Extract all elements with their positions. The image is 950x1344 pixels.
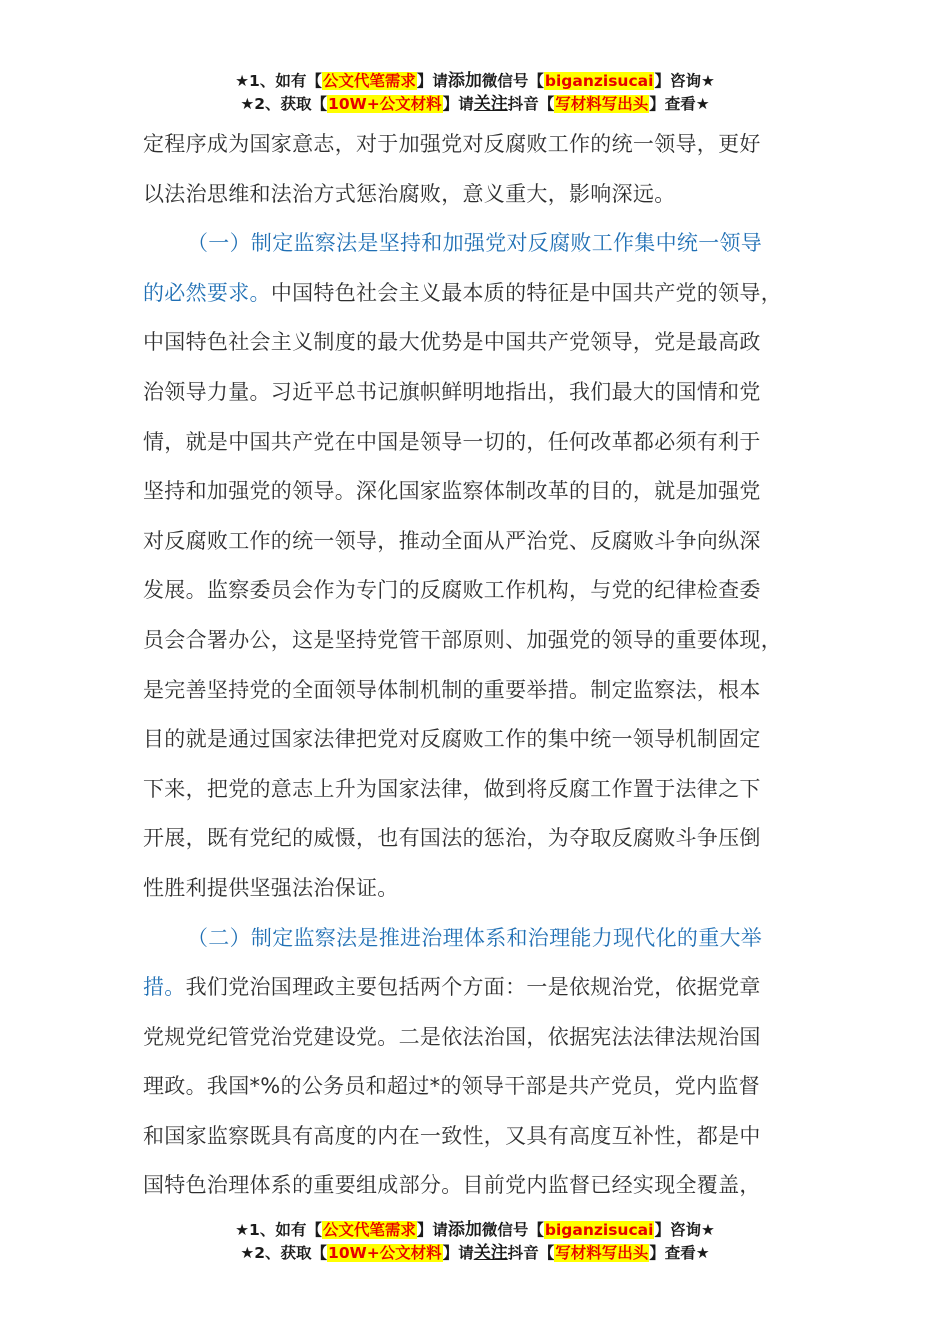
text-line: 和国家监察既具有高度的内在一致性，又具有高度互补性，都是中 [143, 1123, 761, 1148]
text-line: 下来，把党的意志上升为国家法律，做到将反腐工作置于法律之下 [143, 776, 761, 801]
banner-text: 抖音【 [507, 95, 555, 113]
banner-text: ★1、如有【 [235, 1221, 322, 1239]
banner-text: 抖音【 [507, 1244, 555, 1262]
banner-text: 微信号【 [481, 1221, 544, 1239]
banner-text: 】查看★ [649, 95, 710, 113]
text-line: 是完善坚持党的全面领导体制机制的重要举措。制定监察法，根本 [143, 677, 761, 702]
text-line: 情，就是中国共产党在中国是领导一切的，任何改革都必须有利于 [143, 429, 761, 454]
section-heading-2: （二）制定监察法是推进治理体系和治理能力现代化的重大举 [187, 925, 763, 950]
text-line: 以法治思维和法治方式惩治腐败，意义重大，影响深远。 [143, 181, 676, 206]
footer-banner [0, 1219, 950, 1265]
banner-emphasis: 添加 [447, 1220, 482, 1240]
text-line: 性胜利提供坚强法治保证。 [143, 875, 399, 900]
text-line: 目的就是通过国家法律把党对反腐败工作的集中统一领导机制固定 [143, 727, 761, 752]
text-line [143, 963, 823, 1013]
section-heading-1-end: 的必然要求。 [143, 280, 271, 305]
banner-text: 】请 [442, 1244, 474, 1262]
text-line [143, 269, 823, 319]
banner-line-1 [0, 70, 950, 93]
text-line: 员会合署办公，这是坚持党管干部原则、加强党的领导的重要体现， [143, 627, 782, 652]
text-line: 定程序成为国家意志，对于加强党对反腐败工作的统一领导，更好 [143, 132, 761, 156]
banner-text: 】请 [416, 1221, 448, 1239]
section-heading-2-end: 措。 [143, 975, 186, 1000]
document-body [143, 120, 823, 1211]
text-line: 治领导力量。习近平总书记旗帜鲜明地指出，我们最大的国情和党 [143, 379, 761, 404]
text-line: 发展。监察委员会作为专门的反腐败工作机构，与党的纪律检查委 [143, 578, 761, 603]
banner-line-2 [0, 93, 950, 116]
highlight-douyin-account: 写材料写出头 [555, 1244, 649, 1262]
banner-emphasis: 添加 [447, 71, 482, 91]
highlight-service: 公文代笔需求 [322, 1221, 416, 1239]
banner-text: 微信号【 [481, 72, 544, 90]
text-line: 理政。我国*%的公务员和超过*的领导干部是共产党员，党内监督 [143, 1074, 760, 1099]
text-line: 开展，既有党纪的威慑，也有国法的惩治，为夺取反腐败斗争压倒 [143, 826, 761, 851]
banner-text: 】请 [442, 95, 474, 113]
highlight-douyin-account: 写材料写出头 [555, 95, 649, 113]
banner-text: 】请 [416, 72, 448, 90]
highlight-service: 公文代笔需求 [322, 72, 416, 90]
highlight-materials: 10W+公文材料 [328, 1244, 442, 1262]
highlight-wechat-id: biganzisucai [544, 1221, 654, 1239]
banner-line-2 [0, 1242, 950, 1265]
header-banner [0, 70, 950, 116]
text-line: 对反腐败工作的统一领导，推动全面从严治党、反腐败斗争向纵深 [143, 528, 761, 553]
text-span: 我们党治国理政主要包括两个方面：一是依规治党，依据党章 [185, 975, 761, 1000]
highlight-materials: 10W+公文材料 [328, 95, 442, 113]
banner-text: ★1、如有【 [235, 72, 322, 90]
banner-text: 】咨询★ [654, 72, 715, 90]
banner-text: 】咨询★ [654, 1221, 715, 1239]
text-line: 党规党纪管党治党建设党。二是依法治国，依据宪法法律法规治国 [143, 1024, 761, 1049]
text-line: 国特色治理体系的重要组成部分。目前党内监督已经实现全覆盖， [143, 1173, 761, 1198]
banner-emphasis: 关注 [473, 1243, 508, 1263]
banner-text: ★2、获取【 [240, 95, 328, 113]
banner-text: ★2、获取【 [240, 1244, 328, 1262]
text-span: 中国特色社会主义最本质的特征是中国共产党的领导， [270, 280, 783, 305]
text-line: 中国特色社会主义制度的最大优势是中国共产党领导，党是最高政 [143, 330, 761, 355]
text-line: 坚持和加强党的领导。深化国家监察体制改革的目的，就是加强党 [143, 479, 761, 504]
highlight-wechat-id: biganzisucai [544, 72, 654, 90]
section-heading-1: （一）制定监察法是坚持和加强党对反腐败工作集中统一领导 [187, 231, 763, 256]
banner-emphasis: 关注 [473, 94, 508, 114]
banner-line-1 [0, 1219, 950, 1242]
banner-text: 】查看★ [649, 1244, 710, 1262]
